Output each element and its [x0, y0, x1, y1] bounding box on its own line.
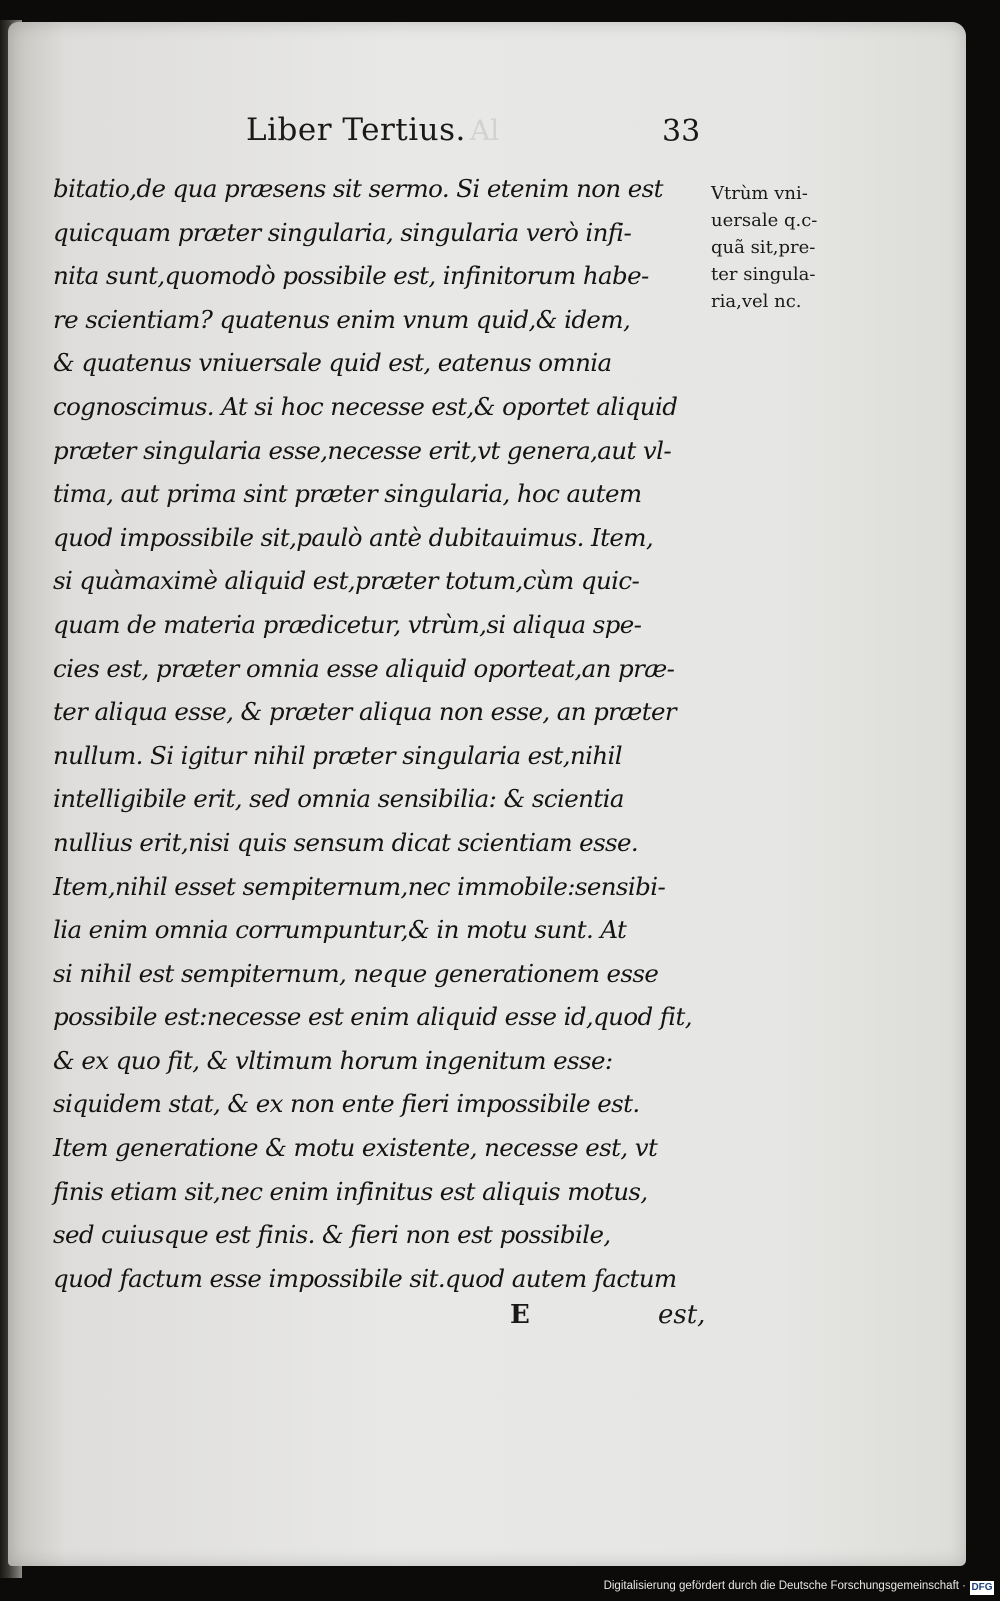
marginal-note-line: uersale q.c- — [711, 210, 818, 231]
running-title: Liber Tertius. — [246, 112, 466, 148]
text-line: quicquam præter singularia, singularia verò infi- — [53, 217, 632, 247]
body-text-block — [53, 167, 713, 1300]
bleed-through-ghost: Al — [470, 114, 500, 147]
book-page — [8, 22, 966, 1566]
text-line: bitatio,de qua præsens sit sermo. Si etenim non est — [53, 174, 663, 203]
text-line: re scientiam? quatenus enim vnum quid,& idem, — [53, 304, 631, 334]
text-line: cognoscimus. At si hoc necesse est,& oportet aliquid — [53, 391, 678, 421]
text-line: quod factum esse impossibile sit.quod autem factum — [53, 1263, 677, 1293]
text-line: præter singularia esse,necesse erit,vt genera,aut vl- — [53, 435, 672, 465]
text-line: quam de materia prædicetur, vtrùm,si aliqua spe- — [53, 609, 642, 639]
text-line: & quatenus vniuersale quid est, eatenus omnia — [53, 348, 612, 378]
text-line: siquidem stat, & ex non ente fieri impossibile est. — [53, 1089, 640, 1119]
text-line: lia enim omnia corrumpuntur,& in motu sunt. At — [53, 915, 627, 945]
text-line: nullum. Si igitur nihil præter singularia est,nihil — [53, 740, 623, 770]
text-line: intelligibile erit, sed omnia sensibilia: & scientia — [53, 784, 624, 814]
marginal-note-line: Vtrùm vni- — [711, 183, 808, 204]
text-line: finis etiam sit,nec enim infinitus est aliquis motus, — [53, 1176, 648, 1206]
text-line: Item,nihil esset sempiternum,nec immobile:sensibi- — [53, 871, 666, 901]
funding-credit: Digitalisierung gefördert durch die Deutsche Forschungsgemeinschaft · — [603, 1580, 966, 1592]
text-line: quod impossibile sit,paulò antè dubitauimus. Item, — [53, 522, 654, 552]
marginal-note — [711, 180, 861, 315]
credit-bar — [0, 1578, 1000, 1601]
text-line: Item generatione & motu existente, necesse est, vt — [53, 1133, 658, 1163]
text-line: possibile est:necesse est enim aliquid esse id,quod fit, — [53, 1002, 692, 1032]
catchword: est, — [658, 1300, 706, 1330]
folio-number: 33 — [662, 114, 701, 149]
text-line: nullius erit,nisi quis sensum dicat scientiam esse. — [53, 827, 639, 857]
text-line: ter aliqua esse, & præter aliqua non esse, an præter — [53, 697, 676, 727]
text-line: si nihil est sempiternum, neque generationem esse — [53, 958, 659, 988]
marginal-note-line: quã sit,pre- — [711, 237, 816, 258]
marginal-note-line: ria,vel nc. — [711, 291, 802, 312]
text-line: nita sunt,quomodò possibile est, infinitorum habe- — [53, 261, 649, 291]
dfg-logo-icon: DFG — [971, 1582, 993, 1593]
text-line: & ex quo fit, & vltimum horum ingenitum esse: — [53, 1045, 613, 1075]
text-line: tima, aut prima sint præter singularia, hoc autem — [53, 479, 642, 509]
text-line: cies est, præter omnia esse aliquid oporteat,an præ- — [53, 653, 675, 683]
signature-mark: E — [510, 1300, 530, 1330]
text-line: sed cuiusque est finis. & fieri non est possibile, — [53, 1220, 611, 1250]
marginal-note-line: ter singula- — [711, 264, 816, 285]
text-line: si quàmaximè aliquid est,præter totum,cùm quic- — [53, 566, 640, 596]
